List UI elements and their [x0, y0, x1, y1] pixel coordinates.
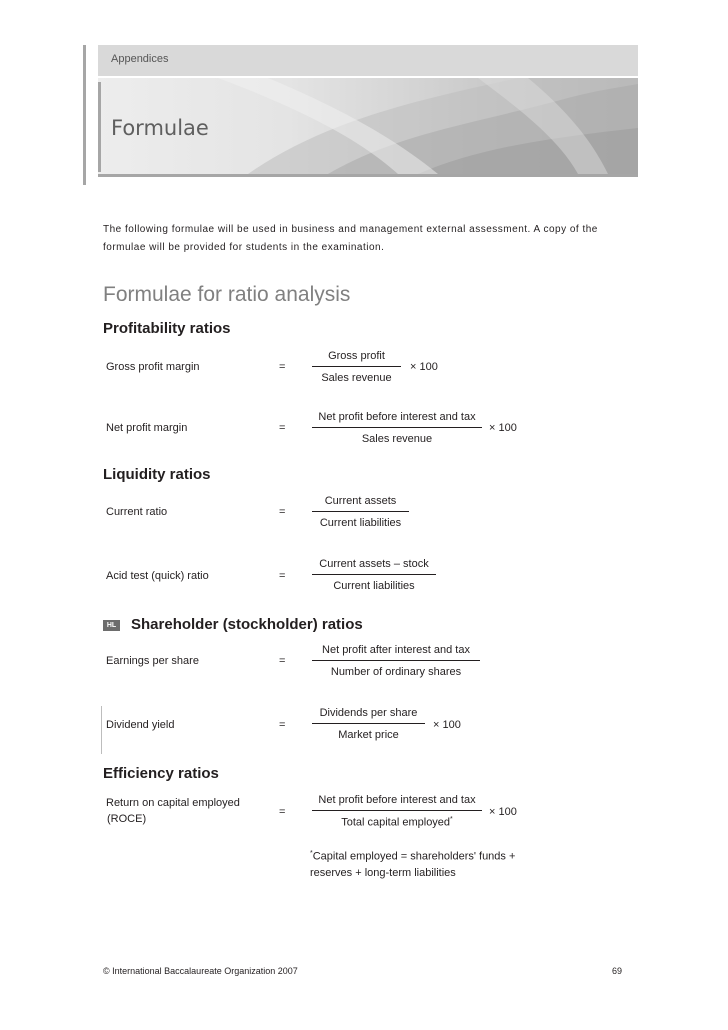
copyright-notice: © International Baccalaureate Organization 2007 [103, 966, 298, 976]
multiplier: × 100 [489, 806, 517, 818]
equals-sign: = [279, 361, 286, 373]
fraction-bar [312, 511, 409, 512]
acid-test-denominator: Current liabilities [333, 580, 415, 592]
equals-sign: = [279, 719, 286, 731]
section-label: Appendices [111, 53, 169, 65]
fraction-bar [312, 427, 482, 428]
net-profit-margin-label: Net profit margin [106, 422, 188, 434]
current-ratio-denominator: Current liabilities [319, 517, 402, 529]
roce-denominator [312, 816, 482, 829]
roce-numerator: Net profit before interest and tax [318, 794, 476, 806]
liquidity-heading: Liquidity ratios [103, 466, 211, 483]
roce-label-line1: Return on capital employed [106, 797, 240, 809]
current-ratio-label: Current ratio [106, 506, 168, 518]
fraction-bar [312, 723, 425, 724]
shareholder-heading: Shareholder (stockholder) ratios [131, 616, 363, 633]
profitability-heading: Profitability ratios [103, 320, 231, 337]
eps-numerator: Net profit after interest and tax [322, 644, 470, 656]
banner-bottom-rule [98, 174, 638, 177]
eps-denominator: Number of ordinary shares [330, 666, 462, 678]
footnote-mark: * [310, 850, 313, 857]
acid-test-label: Acid test (quick) ratio [106, 570, 209, 582]
fraction-bar [312, 660, 480, 661]
footnote-text: Capital employed = shareholders' funds + reserves + long-term liabilities [310, 850, 516, 879]
equals-sign: = [279, 806, 286, 818]
roce-denominator-text: Total capital employed [341, 816, 451, 829]
intro-paragraph: The following formulae will be used in business and management external assessment. A copy of the formulae will be provided for students in the examination. [103, 224, 598, 253]
title-banner [98, 78, 638, 174]
dividend-yield-denominator: Market price [338, 729, 399, 741]
multiplier: × 100 [410, 361, 438, 373]
eps-label: Earnings per share [106, 655, 199, 667]
net-profit-denominator: Sales revenue [361, 433, 433, 445]
asterisk-mark: * [450, 816, 453, 823]
gross-profit-margin-label: Gross profit margin [106, 361, 200, 373]
equals-sign: = [279, 570, 286, 582]
multiplier: × 100 [433, 719, 461, 731]
acid-test-numerator: Current assets – stock [319, 558, 429, 570]
gross-profit-denominator: Sales revenue [321, 372, 392, 384]
page-title: Formulae [111, 116, 209, 140]
multiplier: × 100 [489, 422, 517, 434]
fraction-bar [312, 366, 401, 367]
equals-sign: = [279, 422, 286, 434]
fraction-bar [312, 574, 436, 575]
net-profit-numerator: Net profit before interest and tax [318, 411, 476, 423]
capital-employed-footnote [310, 846, 550, 881]
section-bar [98, 45, 638, 76]
current-ratio-numerator: Current assets [324, 495, 397, 507]
dividend-yield-label: Dividend yield [106, 719, 175, 731]
header-left-rule [83, 45, 86, 185]
margin-marker-line [101, 706, 102, 754]
gross-profit-numerator: Gross profit [328, 350, 385, 362]
dividend-yield-numerator: Dividends per share [319, 707, 418, 719]
page-number: 69 [612, 966, 623, 976]
main-heading: Formulae for ratio analysis [103, 283, 351, 306]
roce-label-line2: (ROCE) [107, 813, 147, 825]
equals-sign: = [279, 506, 286, 518]
hl-badge: HL [103, 620, 120, 631]
efficiency-heading: Efficiency ratios [103, 765, 219, 782]
equals-sign: = [279, 655, 286, 667]
fraction-bar [312, 810, 482, 811]
banner-rule [98, 82, 101, 172]
